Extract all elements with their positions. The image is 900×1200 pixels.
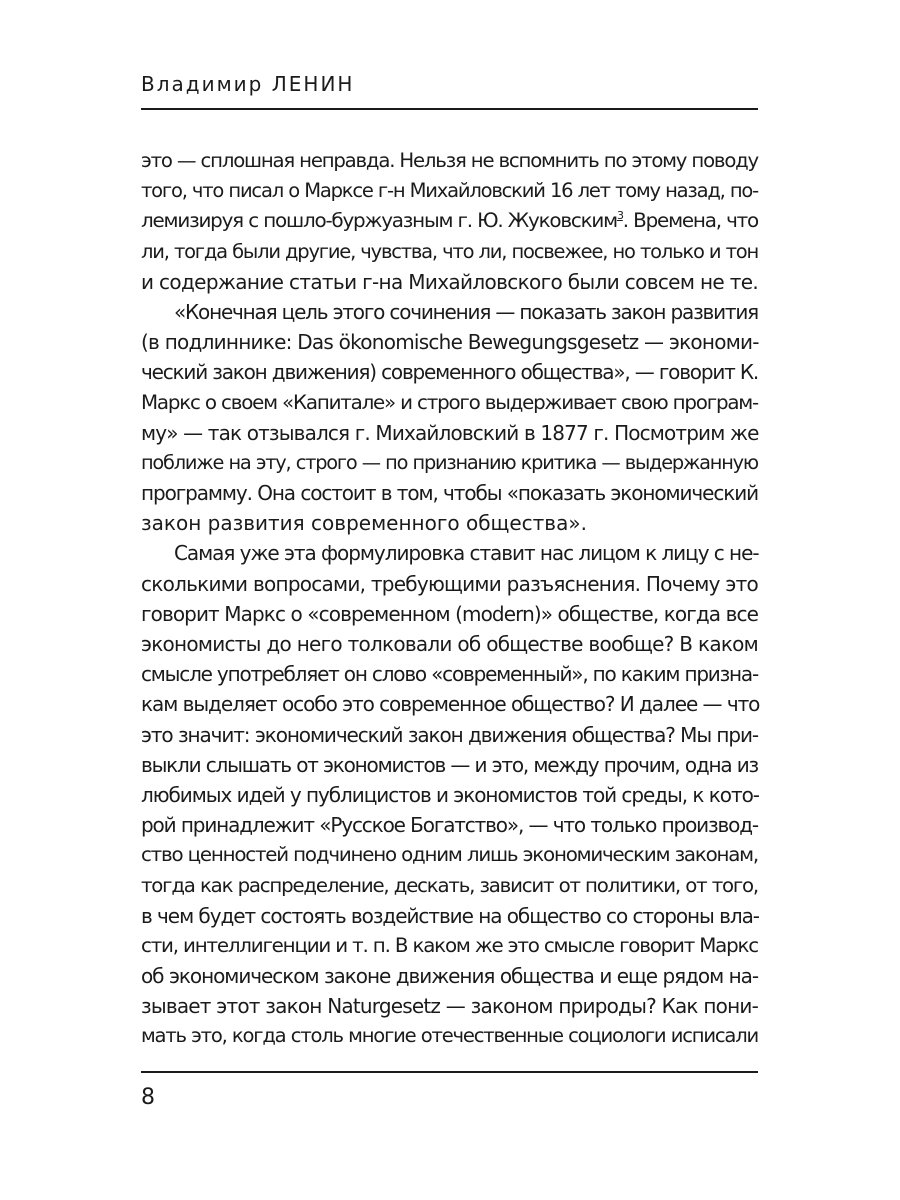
text-line: Самая уже эта формулировка ставит нас лицом к лицу с не- — [174, 541, 759, 566]
text-line: кам выделяет особо это современное общество? И далее — что — [141, 692, 760, 717]
text-line: поближе на эту, строго — по признанию критика — выдержанную — [141, 450, 758, 474]
text-line: зывает этот закон Naturgesetz — законом природы? Как пони- — [141, 994, 758, 1019]
paragraph-1 — [141, 146, 758, 297]
text-line: (в подлиннике: Das ökonomische Bewegungsgesetz — экономи- — [141, 330, 759, 355]
text-line: смысле употребляет он слово «современный», по каким призна- — [141, 662, 758, 687]
text-fragment: . Времена, что — [622, 209, 758, 233]
text-line: рой принадлежит «Русское Богатство», — что только производ- — [141, 813, 758, 838]
text-line: программу. Она состоит в том, чтобы «показать экономический — [141, 481, 758, 506]
text-line: мать это, когда столь многие отечественные социологи исписали — [141, 1024, 758, 1048]
running-head-author: Владимир ЛЕНИН — [141, 72, 355, 96]
text-line: му» — так отзывался г. Михайловский в 1877 г. Посмотрим же — [141, 420, 759, 445]
text-line: экономисты до него толковали об обществе вообще? В каком — [141, 632, 758, 656]
page-number: 8 — [141, 1085, 155, 1110]
text-line: закон развития современного общества». — [141, 511, 587, 536]
text-line: это — сплошная неправда. Нельзя не вспомнить по этому поводу — [141, 149, 758, 172]
text-line: об экономическом законе движения общества и еще рядом на- — [141, 964, 758, 989]
text-line: «Конечная цель этого сочинения — показать закон развития — [174, 299, 758, 324]
text-line: ческий закон движения) современного общества», — говорит К. — [141, 360, 758, 385]
text-line: ство ценностей подчинено одним лишь экономическим законам, — [141, 843, 758, 867]
text-line: любимых идей у публицистов и экономистов той среды, к кото- — [141, 782, 759, 807]
text-line: тогда как распределение, дескать, зависит от политики, от того, — [141, 873, 758, 897]
text-line: выкли слышать от экономистов — и это, между прочим, одна из — [141, 752, 758, 777]
text-line: сколькими вопросами, требующими разъяснения. Почему это — [141, 571, 758, 596]
text-line: это значит: экономический закон движения общества? Мы при- — [141, 722, 758, 747]
header-rule — [141, 108, 758, 110]
page-text — [141, 146, 758, 1052]
paragraph-3 — [141, 538, 758, 1051]
text-line: и содержание статьи г-на Михайловского были совсем не те. — [141, 269, 759, 294]
text-line: Маркс о своем «Капитале» и строго выдерживает свою програм- — [141, 390, 758, 414]
text-line: в чем будет состоять воздействие на общество со стороны вла- — [141, 903, 759, 928]
text-fragment: лемизируя с пошло-буржуазным г. Ю. Жуковским — [141, 209, 617, 233]
footer-rule — [141, 1071, 758, 1073]
text-line: говорит Маркс о «современном (modern)» обществе, когда все — [141, 601, 758, 626]
footnote-marker[interactable]: 3 — [616, 209, 623, 223]
paragraph-2 — [141, 297, 758, 539]
text-line — [141, 206, 758, 236]
text-line: того, что писал о Марксе г-н Михайловский 16 лет тому назад, по- — [141, 179, 758, 203]
text-line: сти, интеллигенции и т. п. В каком же это смысле говорит Маркс — [141, 933, 758, 957]
text-line: ли, тогда были другие, чувства, что ли, посвежее, но только и тон — [141, 239, 758, 263]
